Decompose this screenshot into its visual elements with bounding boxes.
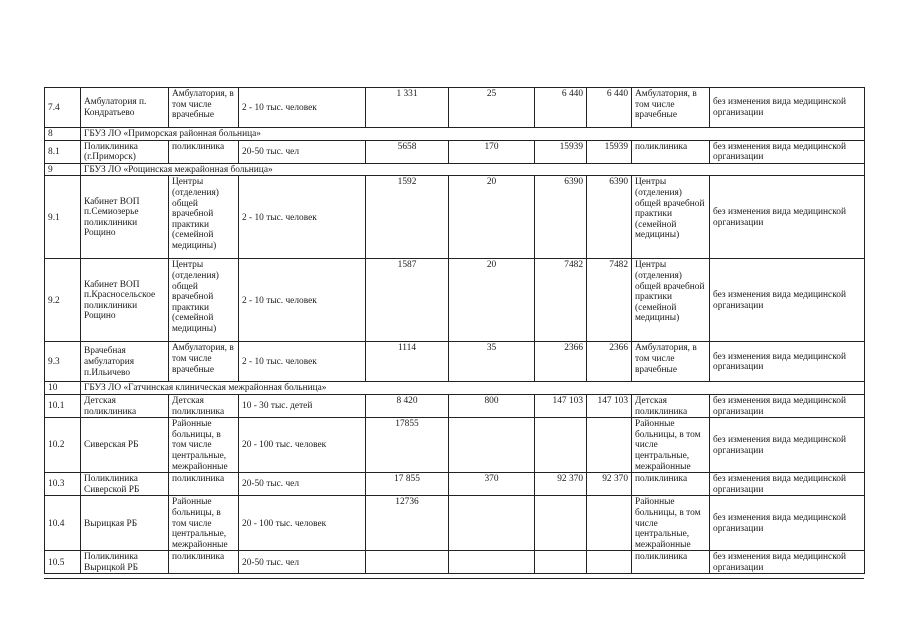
table-row — [45, 140, 865, 163]
row-number: 10.3 — [45, 473, 81, 496]
value-3 — [535, 418, 587, 473]
value-2: 25 — [449, 88, 535, 128]
section-title: ГБУЗ ЛО «Приморская районная больница» — [81, 128, 865, 141]
section-row — [45, 382, 865, 395]
value-2: 800 — [449, 394, 535, 417]
facility-name: Поликлиника Сиверской РБ — [81, 473, 169, 496]
change-note: без изменения вида медицинской организации — [710, 394, 865, 417]
population-range: 10 - 30 тыс. детей — [239, 394, 366, 417]
value-4: 147 103 — [587, 394, 632, 417]
population-range: 20-50 тыс. чел — [239, 140, 366, 163]
facility-name: Детская поликлиника — [81, 394, 169, 417]
section-number: 10 — [45, 382, 81, 395]
value-1: 17855 — [366, 418, 449, 473]
target-facility-type: Амбулатория, в том числе врачебные — [632, 342, 710, 382]
population-range: 20-50 тыс. чел — [239, 551, 366, 574]
row-number: 10.4 — [45, 496, 81, 551]
row-number: 8.1 — [45, 140, 81, 163]
value-1: 1 331 — [366, 88, 449, 128]
value-2 — [449, 418, 535, 473]
value-4 — [587, 551, 632, 574]
value-1 — [366, 551, 449, 574]
target-facility-type: поликлиника — [632, 473, 710, 496]
section-title: ГБУЗ ЛО «Рощинская межрайонная больница» — [81, 163, 865, 176]
target-facility-type: Центры (отделения) общей врачебной практики (семейной медицины) — [632, 176, 710, 259]
target-facility-type: Центры (отделения) общей врачебной практики (семейной медицины) — [632, 259, 710, 342]
value-1: 1114 — [366, 342, 449, 382]
facility-type: Амбулатория, в том числе врачебные — [169, 88, 239, 128]
page-bottom-border — [44, 578, 864, 579]
section-row — [45, 128, 865, 141]
value-4: 6390 — [587, 176, 632, 259]
facility-name: Кабинет ВОП п.Семиозерье поликлиники Рощино — [81, 176, 169, 259]
value-1: 1592 — [366, 176, 449, 259]
row-number: 9.2 — [45, 259, 81, 342]
facility-type: Районные больницы, в том числе центральные, межрайонные — [169, 496, 239, 551]
value-4: 92 370 — [587, 473, 632, 496]
value-3: 7482 — [535, 259, 587, 342]
target-facility-type: поликлиника — [632, 140, 710, 163]
facility-name: Амбулатория п. Кондратьево — [81, 88, 169, 128]
value-4: 15939 — [587, 140, 632, 163]
change-note: без изменения вида медицинской организации — [710, 496, 865, 551]
change-note: без изменения вида медицинской организации — [710, 176, 865, 259]
table-body — [45, 88, 865, 574]
change-note: без изменения вида медицинской организации — [710, 418, 865, 473]
value-3: 92 370 — [535, 473, 587, 496]
facility-name: Врачебная амбулатория п.Ильичево — [81, 342, 169, 382]
row-number: 10.1 — [45, 394, 81, 417]
value-2: 35 — [449, 342, 535, 382]
value-4: 7482 — [587, 259, 632, 342]
facility-name: Поликлиника Вырицкой РБ — [81, 551, 169, 574]
table-row — [45, 551, 865, 574]
change-note: без изменения вида медицинской организации — [710, 473, 865, 496]
row-number: 9.3 — [45, 342, 81, 382]
facility-type: поликлиника — [169, 140, 239, 163]
change-note: без изменения вида медицинской организации — [710, 551, 865, 574]
change-note: без изменения вида медицинской организации — [710, 342, 865, 382]
row-number: 10.2 — [45, 418, 81, 473]
value-3: 6 440 — [535, 88, 587, 128]
value-1: 5658 — [366, 140, 449, 163]
row-number: 7.4 — [45, 88, 81, 128]
value-3: 147 103 — [535, 394, 587, 417]
facility-type: Районные больницы, в том числе центральные, межрайонные — [169, 418, 239, 473]
table-row — [45, 473, 865, 496]
population-range: 20 - 100 тыс. человек — [239, 496, 366, 551]
facility-type: Центры (отделения) общей врачебной практики (семейной медицины) — [169, 176, 239, 259]
value-3 — [535, 496, 587, 551]
population-range: 20 - 100 тыс. человек — [239, 418, 366, 473]
value-2: 20 — [449, 176, 535, 259]
value-4: 2366 — [587, 342, 632, 382]
value-2: 370 — [449, 473, 535, 496]
target-facility-type: Амбулатория, в том числе врачебные — [632, 88, 710, 128]
section-row — [45, 163, 865, 176]
value-4 — [587, 496, 632, 551]
table-row — [45, 496, 865, 551]
facility-name: Кабинет ВОП п.Красносельское поликлиники Рощино — [81, 259, 169, 342]
section-number: 8 — [45, 128, 81, 141]
facility-type: Амбулатория, в том числе врачебные — [169, 342, 239, 382]
facility-name: Поликлиника (г.Приморск) — [81, 140, 169, 163]
facility-name: Сиверская РБ — [81, 418, 169, 473]
value-1: 12736 — [366, 496, 449, 551]
value-3: 6390 — [535, 176, 587, 259]
value-4 — [587, 418, 632, 473]
population-range: 2 - 10 тыс. человек — [239, 176, 366, 259]
value-2: 170 — [449, 140, 535, 163]
change-note: без изменения вида медицинской организации — [710, 259, 865, 342]
table-row — [45, 259, 865, 342]
facilities-table — [44, 87, 865, 574]
value-2 — [449, 496, 535, 551]
facility-name: Вырицкая РБ — [81, 496, 169, 551]
table-row — [45, 394, 865, 417]
table-row — [45, 88, 865, 128]
value-3: 15939 — [535, 140, 587, 163]
population-range: 20-50 тыс. чел — [239, 473, 366, 496]
change-note: без изменения вида медицинской организации — [710, 88, 865, 128]
value-1: 8 420 — [366, 394, 449, 417]
value-1: 1587 — [366, 259, 449, 342]
target-facility-type: Районные больницы, в том числе центральные, межрайонные — [632, 418, 710, 473]
section-number: 9 — [45, 163, 81, 176]
population-range: 2 - 10 тыс. человек — [239, 259, 366, 342]
table-row — [45, 418, 865, 473]
table-row — [45, 176, 865, 259]
facility-type: поликлиника — [169, 473, 239, 496]
target-facility-type: Детская поликлиника — [632, 394, 710, 417]
row-number: 10.5 — [45, 551, 81, 574]
row-number: 9.1 — [45, 176, 81, 259]
value-2: 20 — [449, 259, 535, 342]
population-range: 2 - 10 тыс. человек — [239, 88, 366, 128]
document-sheet — [44, 87, 864, 574]
table-row — [45, 342, 865, 382]
section-title: ГБУЗ ЛО «Гатчинская клиническая межрайонная больница» — [81, 382, 865, 395]
facility-type: поликлиника — [169, 551, 239, 574]
facility-type: Центры (отделения) общей врачебной практики (семейной медицины) — [169, 259, 239, 342]
population-range: 2 - 10 тыс. человек — [239, 342, 366, 382]
value-2 — [449, 551, 535, 574]
value-3 — [535, 551, 587, 574]
value-3: 2366 — [535, 342, 587, 382]
change-note: без изменения вида медицинской организации — [710, 140, 865, 163]
target-facility-type: Районные больницы, в том числе центральные, межрайонные — [632, 496, 710, 551]
target-facility-type: поликлиника — [632, 551, 710, 574]
value-4: 6 440 — [587, 88, 632, 128]
facility-type: Детская поликлиника — [169, 394, 239, 417]
value-1: 17 855 — [366, 473, 449, 496]
